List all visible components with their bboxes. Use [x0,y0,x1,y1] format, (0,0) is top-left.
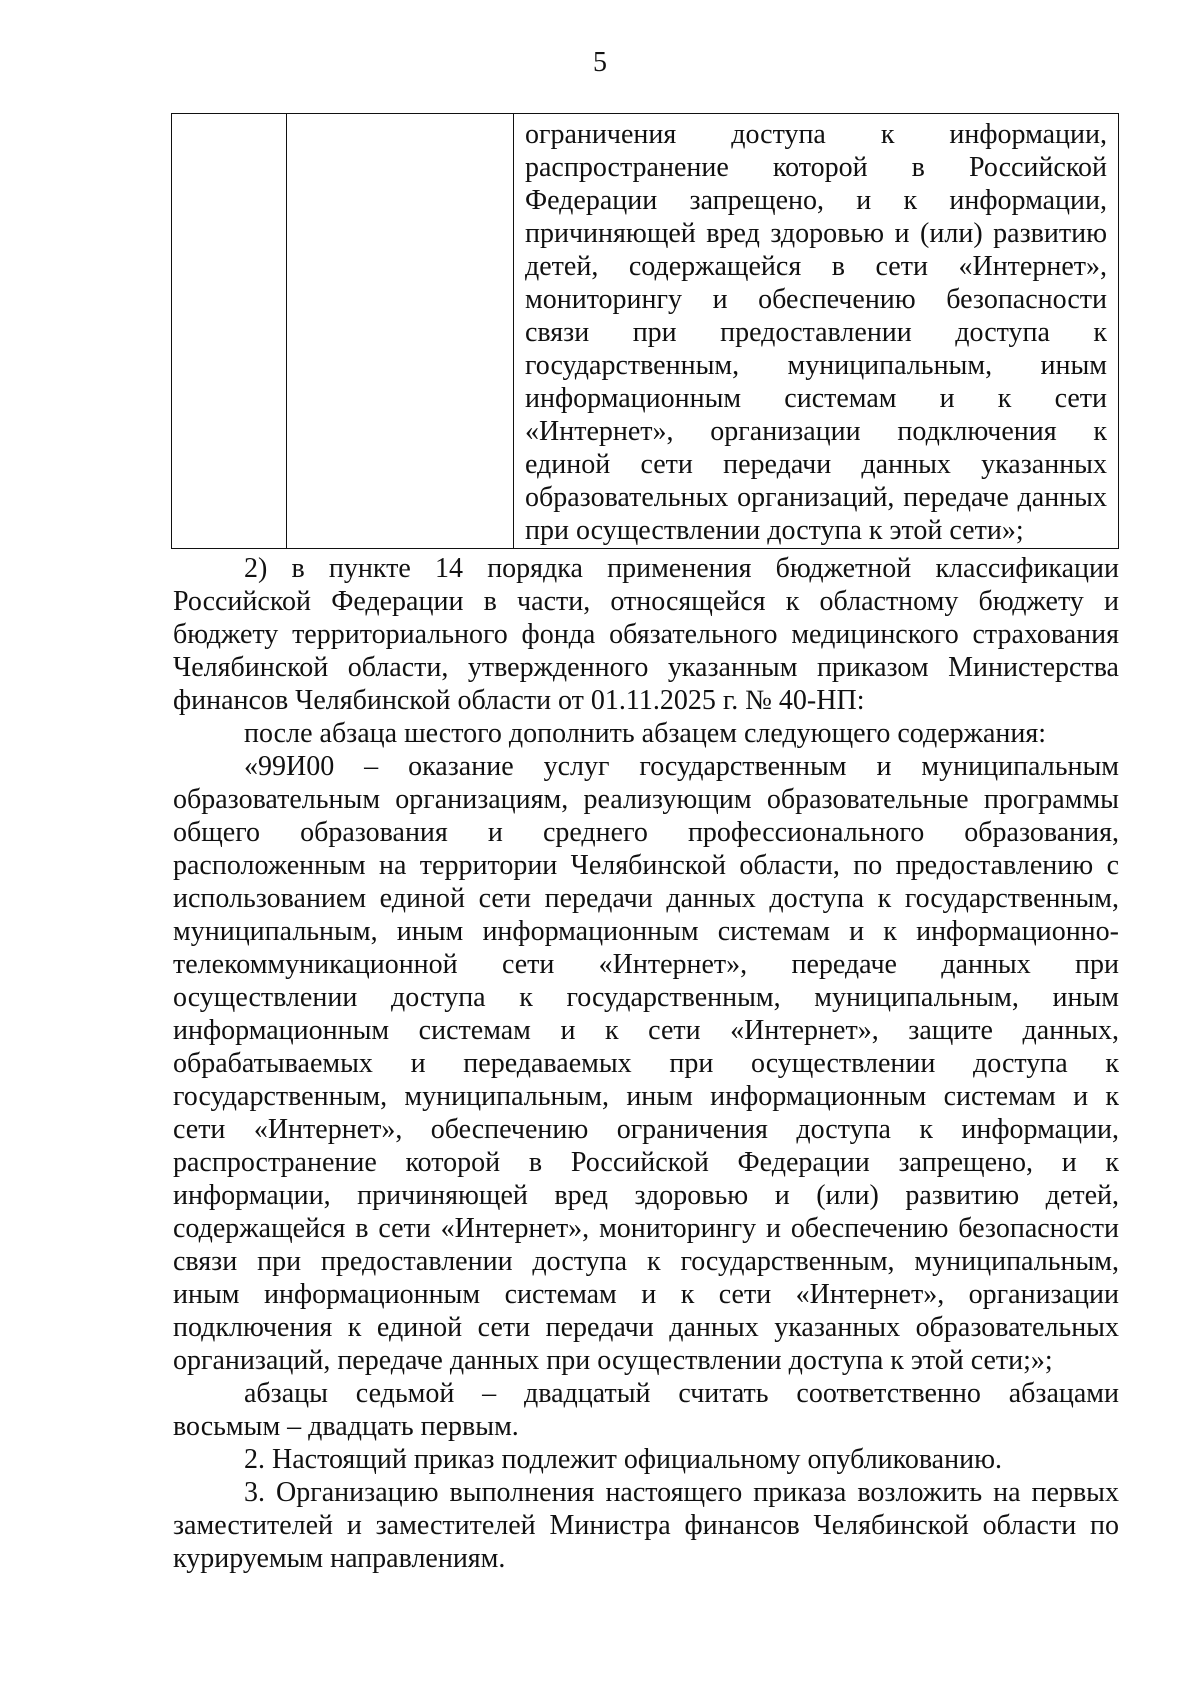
paragraph-amendment-item-2 [173,552,1119,717]
paragraph-line: 2) в пункте 14 порядка применения бюджетной классификации [244,553,1119,584]
paragraph-execution [173,1476,1119,1575]
table-cell-line: при осуществлении доступа к этой сети»; [525,515,1024,546]
paragraph-line: образовательным организациям, реализующим образовательные программы [173,784,1119,815]
paragraph-line: подключения к единой сети передачи данных указанных образовательных [173,1312,1119,1343]
table-cell-line: мониторингу и обеспечению безопасности [525,284,1107,315]
paragraph-line: бюджету территориального фонда обязательного медицинского страхования [173,619,1119,650]
paragraph-publication [173,1443,1119,1476]
table-cell-line: «Интернет», организации подключения к [525,416,1107,447]
paragraph-line: 3. Организацию выполнения настоящего приказа возложить на первых [244,1477,1119,1508]
paragraph-line: связи при предоставлении доступа к государственным, муниципальным, [173,1246,1119,1277]
paragraph-line: восьмым – двадцать первым. [173,1411,519,1442]
paragraph-line: абзацы седьмой – двадцатый считать соответственно абзацами [244,1378,1119,1409]
table-row [172,114,1119,549]
paragraph-line: заместителей и заместителей Министра финансов Челябинской области по [173,1510,1119,1541]
paragraph-line: использованием единой сети передачи данных доступа к государственным, [173,883,1119,914]
paragraph-line: информационным системам и к сети «Интернет», защите данных, [173,1015,1119,1046]
continuation-table [171,113,1119,549]
table-cell-line: ограничения доступа к информации, [525,119,1107,150]
paragraph-line: организаций, передаче данных при осуществлении доступа к этой сети;»; [173,1345,1053,1376]
paragraph-line: «99И00 – оказание услуг государственным и муниципальным [244,751,1119,782]
table-cell-empty-2 [287,114,514,549]
paragraph-line: обрабатываемых и передаваемых при осуществлении доступа к [173,1048,1119,1079]
table-cell-empty-1 [172,114,287,549]
paragraph-line: сети «Интернет», обеспечению ограничения доступа к информации, [173,1114,1119,1145]
table-cell-line: Федерации запрещено, и к информации, [525,185,1107,216]
paragraph-line: распространение которой в Российской Федерации запрещено, и к [173,1147,1119,1178]
table-cell-line: единой сети передачи данных указанных [525,449,1107,480]
paragraph-renumbering [173,1377,1119,1443]
paragraph-line: телекоммуникационной сети «Интернет», передаче данных при [173,949,1119,980]
paragraph-line: иным информационным системам и к сети «Интернет», организации [173,1279,1119,1310]
paragraph-line: 2. Настоящий приказ подлежит официальному опубликованию. [244,1444,1002,1475]
paragraph-line: финансов Челябинской области от 01.11.2025 г. № 40-НП: [173,685,865,716]
paragraph-line: содержащейся в сети «Интернет», мониторингу и обеспечению безопасности [173,1213,1119,1244]
paragraph-line: осуществлении доступа к государственным, муниципальным, иным [173,982,1119,1013]
table-cell-line: детей, содержащейся в сети «Интернет», [525,251,1107,282]
table-cell-line: распространение которой в Российской [525,152,1107,183]
table-cell-line: информационным системам и к сети [525,383,1107,414]
paragraph-new-code-99i00 [173,750,1119,1377]
paragraph-line: Российской Федерации в части, относящейся к областному бюджету и [173,586,1119,617]
paragraph-line: муниципальным, иным информационным системам и к информационно- [173,916,1119,947]
page-number: 5 [593,47,607,78]
paragraph-line: государственным, муниципальным, иным информационным системам и к [173,1081,1119,1112]
paragraph-line: расположенным на территории Челябинской области, по предоставлению с [173,850,1119,881]
table-cell-description [514,114,1119,549]
paragraph-line: после абзаца шестого дополнить абзацем следующего содержания: [244,718,1047,749]
table-cell-line: причиняющей вред здоровью и (или) развитию [525,218,1107,249]
table-cell-line: связи при предоставлении доступа к [525,317,1107,348]
paragraph-line: общего образования и среднего профессионального образования, [173,817,1119,848]
table-cell-line: образовательных организаций, передаче данных [525,482,1107,513]
paragraph-insert-instruction [173,717,1119,750]
table-cell-line: государственным, муниципальным, иным [525,350,1107,381]
document-body [173,552,1119,1575]
paragraph-line: информации, причиняющей вред здоровью и (или) развитию детей, [173,1180,1119,1211]
paragraph-line: Челябинской области, утвержденного указанным приказом Министерства [173,652,1119,683]
paragraph-line: курируемым направлениям. [173,1543,506,1574]
